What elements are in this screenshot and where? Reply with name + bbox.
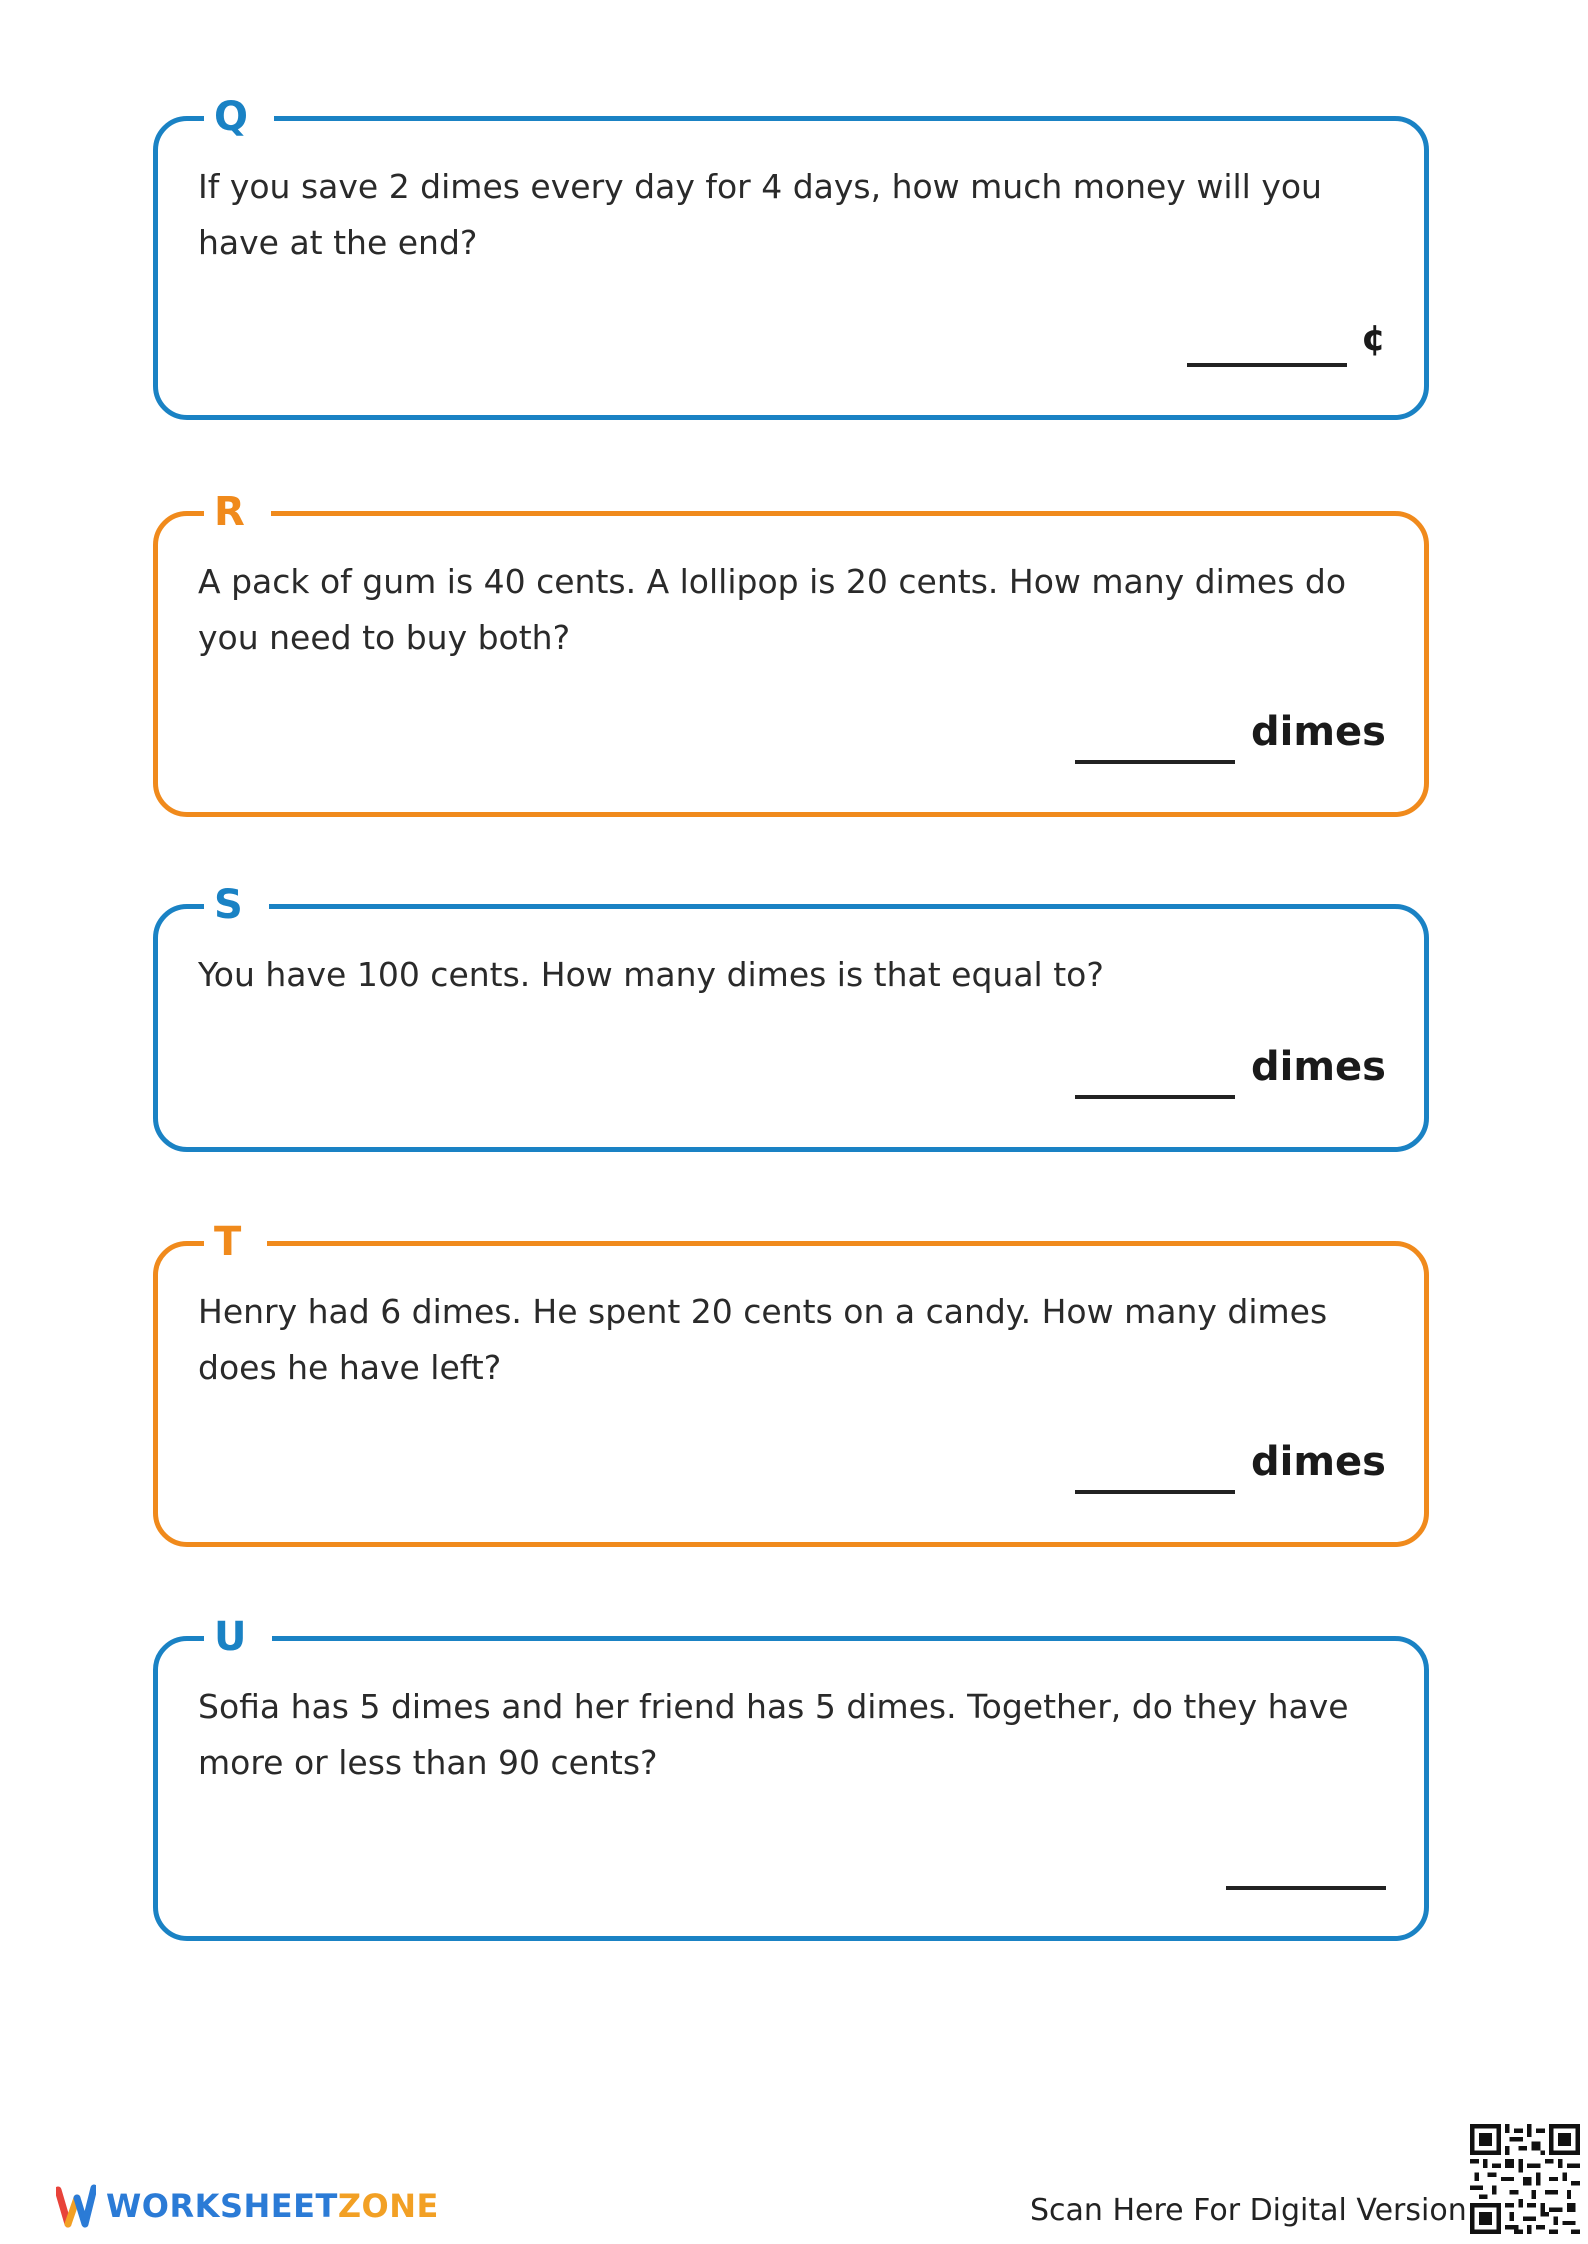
- answer-unit: dimes: [1251, 709, 1386, 755]
- problem-question: A pack of gum is 40 cents. A lollipop is 20 cents. How many dimes do you need to buy both?: [198, 562, 1347, 657]
- answer-blank[interactable]: [1075, 1095, 1235, 1099]
- problem-card-q: [153, 94, 1429, 420]
- answer-blank[interactable]: [1075, 1490, 1235, 1494]
- problem-letter: Q: [204, 91, 274, 143]
- problem-question: You have 100 cents. How many dimes is that equal to?: [198, 955, 1104, 994]
- problem-question: If you save 2 dimes every day for 4 days, how much money will you have at the end?: [198, 167, 1322, 262]
- answer-unit: ¢: [1360, 318, 1386, 359]
- worksheetzone-logo[interactable]: [56, 2184, 439, 2228]
- qr-code-icon[interactable]: [1470, 2124, 1580, 2234]
- logo-wordmark: [106, 2187, 439, 2225]
- logo-wordmark-part2: ZONE: [337, 2187, 439, 2225]
- answer-area: [1075, 1439, 1386, 1496]
- problem-card-t: [153, 1219, 1429, 1547]
- problem-letter: R: [204, 486, 271, 538]
- problem-letter: U: [204, 1611, 272, 1663]
- worksheetzone-w-logo-icon: [56, 2184, 96, 2228]
- logo-wordmark-part1: WORKSHEET: [106, 2187, 338, 2225]
- scan-instruction: Scan Here For Digital Version: [1030, 2193, 1467, 2228]
- problem-letter: S: [204, 879, 269, 931]
- problem-card-r: [153, 489, 1429, 817]
- answer-blank[interactable]: [1187, 363, 1347, 367]
- problem-letter: T: [204, 1216, 267, 1268]
- problem-card-s: [153, 882, 1429, 1152]
- problem-card-u: [153, 1614, 1429, 1941]
- answer-area: [1226, 1886, 1386, 1892]
- problem-question: Sofia has 5 dimes and her friend has 5 dimes. Together, do they have more or less than 90 cents?: [198, 1687, 1349, 1782]
- problem-question: Henry had 6 dimes. He spent 20 cents on a candy. How many dimes does he have left?: [198, 1292, 1328, 1387]
- answer-area: [1187, 318, 1386, 369]
- answer-blank[interactable]: [1226, 1886, 1386, 1890]
- answer-area: [1075, 1044, 1386, 1101]
- answer-blank[interactable]: [1075, 760, 1235, 764]
- answer-unit: dimes: [1251, 1439, 1386, 1485]
- answer-unit: dimes: [1251, 1044, 1386, 1090]
- answer-area: [1075, 709, 1386, 766]
